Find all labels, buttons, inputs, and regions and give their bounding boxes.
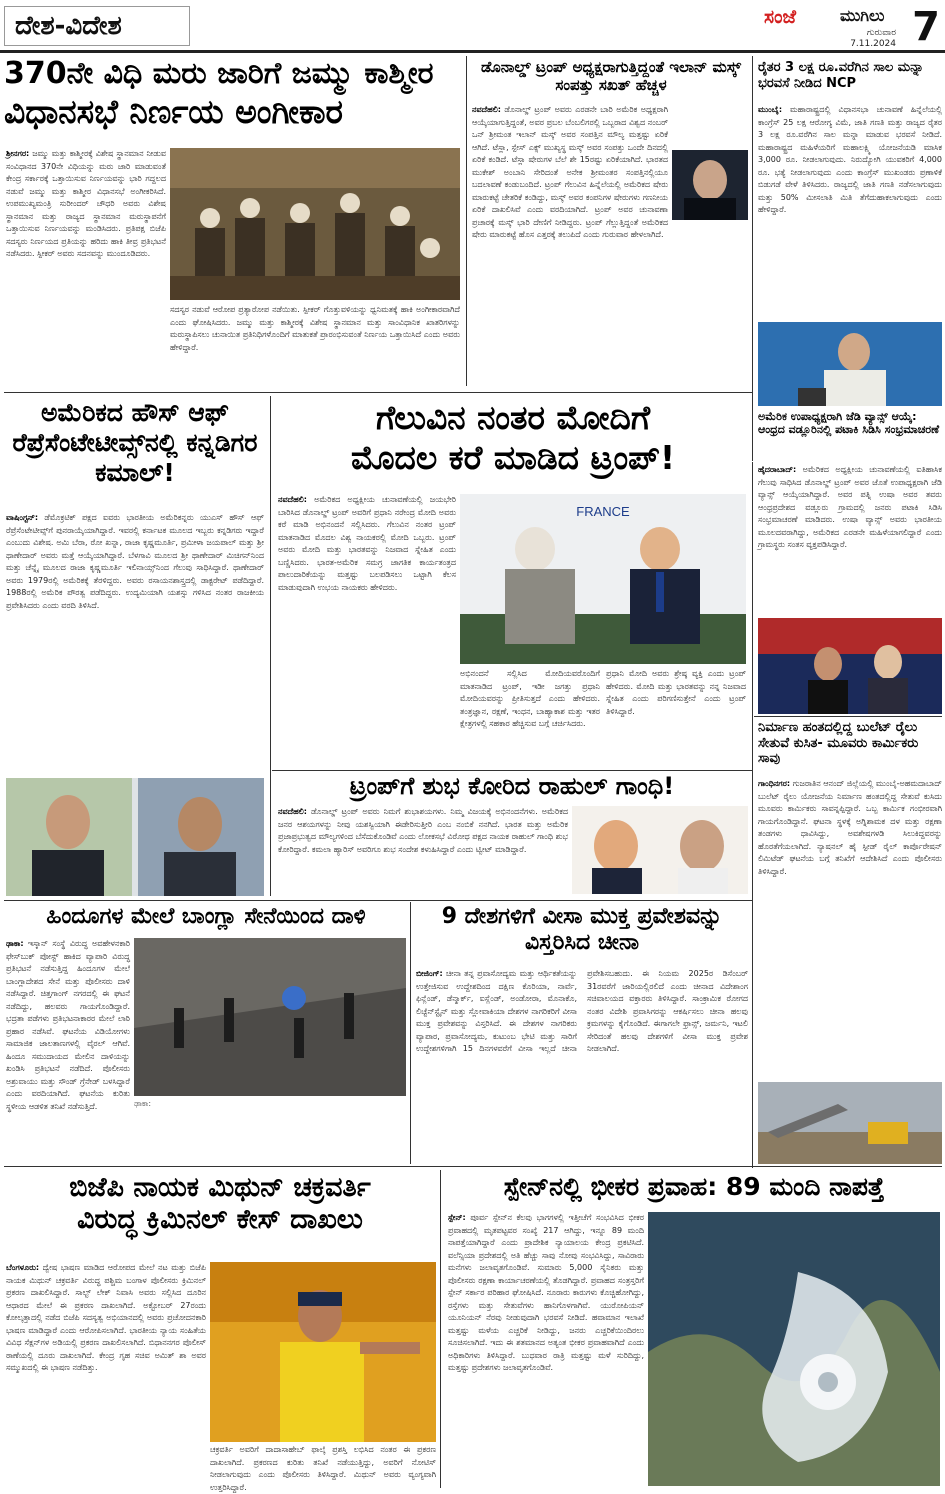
- china-body: ಬೀಜಿಂಗ್: ಚೀನಾ ತನ್ನ ಪ್ರವಾಸೋದ್ಯಮ ಮತ್ತು ಆರ್ಥಿಕತೆಯನ್ನು ಉತ್ತೇಜಿಸುವ ಉದ್ದೇಶದಿಂದ ದಕ್ಷಿಣ ಕೊರಿಯಾ, ನಾರ್ವೆ, ಫಿನ್ಲೆಂಡ್, ಡೆನ್ಮಾರ್ಕ್, ಐಸ್ಲೆಂಡ್, ಅಂಡೋರಾ, ಮೊನಾಕೊ, ಲಿಚ್ಟೆನ್‌ಸ್ಟೈನ್ ಮತ್ತು ಸ್ಲೋವಾಕಿಯಾ ದೇಶಗಳ ನಾಗರಿಕರಿಗೆ ವೀಸಾ ಮುಕ್ತ ಪ್ರವೇಶವನ್ನು ವಿಸ್ತರಿಸಿದೆ. ಈ ದೇಶಗಳ ನಾಗರಿಕರು ವ್ಯಾಪಾರ, ಪ್ರವಾಸೋದ್ಯಮ, ಕುಟುಂಬ ಭೇಟಿ ಮತ್ತು ಸಾರಿಗೆ ಉದ್ದೇಶಗಳಿಗಾಗಿ 15 ದಿನಗಳವರೆಗೆ ವೀಸಾ ಇಲ್ಲದೆ ಚೀನಾ ಪ್ರವೇಶಿಸಬಹುದು. ಈ ನಿಯಮ 2025ರ ಡಿಸೆಂಬರ್ 31ರವರೆಗೆ ಜಾರಿಯಲ್ಲಿರಲಿದೆ ಎಂದು ಚೀನಾದ ವಿದೇಶಾಂಗ ಸಚಿವಾಲಯದ ವಕ್ತಾರರು ತಿಳಿಸಿದ್ದಾರೆ. ಸಾಂಕ್ರಾಮಿಕ ರೋಗದ ನಂತರ ವಿದೇಶಿ ಪ್ರವಾಸಿಗರನ್ನು ಆಕರ್ಷಿಸಲು ಚೀನಾ ಹಲವು ಕ್ರಮಗಳನ್ನು ಕೈಗೊಂಡಿದೆ. ಈಗಾಗಲೇ ಫ್ರಾನ್ಸ್, ಜರ್ಮನಿ, ಇಟಲಿ ಸೇರಿದಂತೆ ಹಲವು ದೇಶಗಳಿಗೆ ವೀಸಾ ಮುಕ್ತ ಪ್ರವೇಶ ನೀಡಲಾಗಿದೆ.: [416, 969, 748, 1053]
- bangla-body-2: ಢಾಕಾ:: [134, 1099, 152, 1108]
- section-rule: [4, 1166, 942, 1167]
- mithun-body: ಬೆಂಗಳೂರು: ದ್ವೇಷ ಭಾಷಣ ಮಾಡಿದ ಆರೋಪದ ಮೇಲೆ ನಟ ಮತ್ತು ಬಿಜೆಪಿ ನಾಯಕ ಮಿಥುನ್ ಚಕ್ರವರ್ತಿ ವಿರುದ್ಧ ಪಶ್ಚಿಮ ಬಂಗಾಳ ಪೊಲೀಸರು ಕ್ರಿಮಿನಲ್ ಪ್ರಕರಣ ದಾಖಲಿಸಿದ್ದಾರೆ. ಸಾಲ್ಟ್ ಲೇಕ್ ನಿವಾಸಿ ಅವರು ಸಲ್ಲಿಸಿದ ದೂರಿನ ಆಧಾರದ ಮೇಲೆ ಈ ಪ್ರಕರಣ ದಾಖಲಾಗಿದೆ. ಅಕ್ಟೋಬರ್ 27ರಂದು ಕೋಲ್ಕತ್ತಾದಲ್ಲಿ ನಡೆದ ಬಿಜೆಪಿ ಸದಸ್ಯತ್ವ ಅಭಿಯಾನದಲ್ಲಿ ಅವರು ಪ್ರಚೋದನಕಾರಿ ಭಾಷಣ ಮಾಡಿದ್ದಾರೆ ಎಂದು ಆರೋಪಿಸಲಾಗಿದೆ. ಭಾರತೀಯ ನ್ಯಾಯ ಸಂಹಿತೆಯ ವಿವಿಧ ಸೆಕ್ಷನ್‌ಗಳ ಅಡಿಯಲ್ಲಿ ಪ್ರಕರಣ ದಾಖಲಿಸಲಾಗಿದೆ. ಬಿಧಾನನಗರ ಪೊಲೀಸ್ ಠಾಣೆಯಲ್ಲಿ ದೂರು ದಾಖಲಾಗಿದೆ. ಕೇಂದ್ರ ಗೃಹ ಸಚಿವ ಅಮಿತ್ ಶಾ ಅವರ ಸಮ್ಮುಖದಲ್ಲಿ ಈ ಭಾಷಣ ನಡೆದಿತ್ತು.: [6, 1263, 206, 1372]
- ncp-body: ಮುಂಬೈ: ಮಹಾರಾಷ್ಟ್ರದಲ್ಲಿ ವಿಧಾನಸಭಾ ಚುನಾವಣೆ ಹಿನ್ನೆಲೆಯಲ್ಲಿ ಕಾಂಗ್ರೆಸ್ 25 ಲಕ್ಷ ಆರೋಗ್ಯ ವಿಮೆ, ಜಾತಿ ಗಣತಿ ಮತ್ತು ರಾಜ್ಯದ ರೈತರ 3 ಲಕ್ಷ ರೂ.ವರೆಗಿನ ಸಾಲ ಮನ್ನಾ ಮಾಡುವ ಭರವಸೆ ನೀಡಿದೆ. ಮಹಾರಾಷ್ಟ್ರದ ಮಹಿಳೆಯರಿಗೆ ಮಹಾಲಕ್ಷ್ಮಿ ಯೋಜನೆಯಡಿ ಮಾಸಿಕ 3,000 ರೂ. ನೀಡಲಾಗುವುದು. ನಿರುದ್ಯೋಗಿ ಯುವಕರಿಗೆ 4,000 ರೂ. ಭತ್ಯೆ ನೀಡಲಾಗುವುದು ಎಂದು ಕಾಂಗ್ರೆಸ್ ಮುಖಂಡರು ಪ್ರಣಾಳಿಕೆ ಬಿಡುಗಡೆ ವೇಳೆ ತಿಳಿಸಿದರು. ರಾಜ್ಯದಲ್ಲಿ ಜಾತಿ ಗಣತಿ ನಡೆಸಲಾಗುವುದು ಮತ್ತು 50% ಮೀಸಲಾತಿ ಮಿತಿ ತೆಗೆದುಹಾಕಲಾಗುವುದು ಎಂದು ಹೇಳಿದ್ದಾರೆ.: [758, 105, 942, 214]
- spain-headline: ಸ್ಪೇನ್‌ನಲ್ಲಿ ಭೀಕರ ಪ್ರವಾಹ: 89 ಮಂದಿ ನಾಪತ್ತೆ: [503, 1172, 885, 1201]
- page-number: 7: [912, 4, 940, 50]
- bangla-body: ಢಾಕಾ: ಇಸ್ಕಾನ್ ಸಂಸ್ಥೆ ವಿರುದ್ಧ ಅವಹೇಳನಕಾರಿ ಫೇಸ್‌ಬುಕ್ ಪೋಸ್ಟ್ ಹಾಕಿದ ವ್ಯಾಪಾರಿ ವಿರುದ್ಧ ಪ್ರತಿಭಟನೆ ನಡೆಸುತ್ತಿದ್ದ ಹಿಂದೂಗಳ ಮೇಲೆ ಬಾಂಗ್ಲಾದೇಶದ ಸೇನೆ ಮತ್ತು ಪೊಲೀಸರು ದಾಳಿ ನಡೆಸಿದ್ದಾರೆ. ಚಿತ್ತಗಾಂಗ್ ನಗರದಲ್ಲಿ ಈ ಘಟನೆ ನಡೆದಿದ್ದು, ಹಲವರು ಗಾಯಗೊಂಡಿದ್ದಾರೆ. ಭದ್ರತಾ ಪಡೆಗಳು ಪ್ರತಿಭಟನಾಕಾರರ ಮೇಲೆ ಲಾಠಿ ಪ್ರಹಾರ ನಡೆಸಿವೆ. ಘಟನೆಯ ವಿಡಿಯೋಗಳು ಸಾಮಾಜಿಕ ಜಾಲತಾಣಗಳಲ್ಲಿ ವೈರಲ್ ಆಗಿವೆ. ಹಿಂದೂ ಸಮುದಾಯದ ಮೇಲಿನ ದಾಳಿಯನ್ನು ಖಂಡಿಸಿ ಪ್ರತಿಭಟನೆ ನಡೆದಿದೆ. ಪೊಲೀಸರು ಅಶ್ರುವಾಯು ಮತ್ತು ಸೌಂಡ್ ಗ್ರೆನೇಡ್ ಬಳಸಿದ್ದಾರೆ ಎಂದು ವರದಿಯಾಗಿದೆ. ಘಟನೆಯ ಕುರಿತು ಸ್ಥಳೀಯ ಆಡಳಿತ ತನಿಖೆ ನಡೆಸುತ್ತಿದೆ.: [6, 939, 130, 1111]
- brand-name-a: ಸಂಜೆ: [764, 6, 797, 28]
- modi-body-3: ಪ್ರಧಾನಿ ಮೋದಿ ಅವರು ಶ್ರೇಷ್ಠ ವ್ಯಕ್ತಿ ಎಂದು ಟ್ರಂಪ್ ಹೇಳಿದರು. ಮೋದಿ ಮತ್ತು ಭಾರತವನ್ನು ನನ್ನ ನಿಜವಾದ ಸ್ನೇಹಿತ ಎಂದು ಪರಿಗಣಿಸುತ್ತೇನೆ ಎಂದು ಟ್ರಂಪ್ ತಿಳಿಸಿದ್ದಾರೆ.: [606, 669, 746, 716]
- lawmakers-photo: [6, 778, 264, 896]
- jd-body: ಹೈದರಾಬಾದ್: ಅಮೆರಿಕದ ಅಧ್ಯಕ್ಷೀಯ ಚುನಾವಣೆಯಲ್ಲಿ ಐತಿಹಾಸಿಕ ಗೆಲುವು ಸಾಧಿಸಿದ ಡೊನಾಲ್ಡ್ ಟ್ರಂಪ್ ಅವರ ಜೊತೆ ಉಪಾಧ್ಯಕ್ಷರಾಗಿ ಜೆಡಿ ವ್ಯಾನ್ಸ್ ಆಯ್ಕೆಯಾಗಿದ್ದಾರೆ. ಅವರ ಪತ್ನಿ ಉಷಾ ಅವರ ತವರು ಆಂಧ್ರಪ್ರದೇಶದ ವಡ್ಲೂರು ಗ್ರಾಮದಲ್ಲಿ ಜನರು ಪಟಾಕಿ ಸಿಡಿಸಿ ಸಂಭ್ರಮಾಚರಣೆ ಮಾಡಿದರು. ಉಷಾ ವ್ಯಾನ್ಸ್ ಅವರು ಭಾರತೀಯ ಮೂಲದವರಾಗಿದ್ದು, ಅಮೆರಿಕದ ಎರಡನೇ ಮಹಿಳೆಯಾಗಲಿದ್ದಾರೆ ಎಂದು ಗ್ರಾಮಸ್ಥರು ಸಂತಸ ವ್ಯಕ್ತಪಡಿಸಿದ್ದಾರೆ.: [758, 465, 942, 549]
- photo-caption: FRANCE: [576, 504, 630, 519]
- column-rule: [410, 902, 411, 1164]
- musk-photo: [672, 150, 748, 220]
- house-headline: ಅಮೆರಿಕದ ಹೌಸ್ ಆಫ್ ರೆಪ್ರೆಸೆಂಟೇಟೀವ್ಸ್‌ನಲ್ಲಿ ಕನ್ನಡಿಗರ ಕಮಾಲ್!: [12, 398, 258, 487]
- masthead: [762, 4, 944, 50]
- jk-headline: 370ನೇ ವಿಧಿ ಮರು ಜಾರಿಗೆ ಜಮ್ಮು ಕಾಶ್ಮೀರ ವಿಧಾನಸಭೆ ನಿರ್ಣಯ ಅಂಗೀಕಾರ: [4, 56, 434, 131]
- section-label: ದೇಶ-ವಿದೇಶ: [4, 6, 190, 46]
- column-rule: [752, 56, 753, 461]
- rail-body: ಗಾಂಧಿನಗರ: ಗುಜರಾತಿನ ಆನಂದ್ ಜಿಲ್ಲೆಯಲ್ಲಿ ಮುಂಬೈ-ಅಹಮದಾಬಾದ್ ಬುಲೆಟ್ ರೈಲು ಯೋಜನೆಯ ನಿರ್ಮಾಣ ಹಂತದಲ್ಲಿದ್ದ ಸೇತುವೆ ಕುಸಿದು ಮೂವರು ಕಾರ್ಮಿಕರು ಸಾವನ್ನಪ್ಪಿದ್ದಾರೆ. ಒಬ್ಬ ಕಾರ್ಮಿಕ ಗಂಭೀರವಾಗಿ ಗಾಯಗೊಂಡಿದ್ದಾನೆ. ಘಟನಾ ಸ್ಥಳಕ್ಕೆ ಅಗ್ನಿಶಾಮಕ ದಳ ಮತ್ತು ರಕ್ಷಣಾ ತಂಡಗಳು ಧಾವಿಸಿದ್ದು, ಅವಶೇಷಗಳಡಿ ಸಿಲುಕಿದ್ದವರನ್ನು ಹೊರತೆಗೆಯಲಾಗಿದೆ. ನ್ಯಾಷನಲ್ ಹೈ ಸ್ಪೀಡ್ ರೈಲ್ ಕಾರ್ಪೊರೇಷನ್ ಲಿಮಿಟೆಡ್ ಘಟನೆಯ ಬಗ್ಗೆ ತನಿಖೆಗೆ ಆದೇಶಿಸಿದೆ ಎಂದು ಪೊಲೀಸರು ತಿಳಿಸಿದ್ದಾರೆ.: [758, 779, 943, 876]
- column-rule: [466, 56, 467, 386]
- rahul-headline: ಟ್ರಂಪ್‌ಗೆ ಶುಭ ಕೋರಿದ ರಾಹುಲ್ ಗಾಂಧಿ!: [349, 772, 675, 800]
- jk-assembly-photo: [170, 148, 460, 300]
- china-headline: 9 ದೇಶಗಳಿಗೆ ವೀಸಾ ಮುಕ್ತ ಪ್ರವೇಶವನ್ನು ವಿಸ್ತರಿಸಿದ ಚೀನಾ: [441, 904, 723, 956]
- bangla-headline: ಹಿಂದೂಗಳ ಮೇಲೆ ಬಾಂಗ್ಲಾ ಸೇನೆಯಿಂದ ದಾಳಿ: [46, 904, 366, 929]
- house-body: ವಾಷಿಂಗ್ಟನ್: ಡೆಮೊಕ್ರಟಿಕ್ ಪಕ್ಷದ ಐವರು ಭಾರತೀಯ ಅಮೆರಿಕನ್ನರು ಯುಎಸ್ ಹೌಸ್ ಆಫ್ ರೆಪ್ರೆಸೆಂಟೇಟೀವ್ಸ್‌ಗೆ ಪುನರಾಯ್ಕೆಯಾಗಿದ್ದಾರೆ. ಇವರಲ್ಲಿ ಕರ್ನಾಟಕ ಮೂಲದ ಇಬ್ಬರು ಕನ್ನಡಿಗರು ಇದ್ದಾರೆ ಎಂಬುದು ವಿಶೇಷ. ಅಮಿ ಬೆರಾ, ರೋ ಖನ್ನಾ, ರಾಜಾ ಕೃಷ್ಣಮೂರ್ತಿ, ಪ್ರಮೀಳಾ ಜಯಪಾಲ್ ಮತ್ತು ಶ್ರೀ ಥಾಣೇದಾರ್ ಅವರು ಮತ್ತೆ ಆಯ್ಕೆಯಾಗಿದ್ದಾರೆ. ಬೆಳಗಾವಿ ಮೂಲದ ಶ್ರೀ ಥಾಣೇದಾರ್ ಮಿಚಿಗನ್‌ನಿಂದ ಮತ್ತು ಚೆನ್ನೈ ಮೂಲದ ರಾಜಾ ಕೃಷ್ಣಮೂರ್ತಿ ಇಲಿನಾಯ್ಸ್‌ನಿಂದ ಗೆಲುವು ಸಾಧಿಸಿದ್ದಾರೆ. ಥಾಣೇದಾರ್ ಅವರು 1979ರಲ್ಲಿ ಅಮೆರಿಕಕ್ಕೆ ತೆರಳಿದ್ದರು. ಅವರು ರಸಾಯನಶಾಸ್ತ್ರದಲ್ಲಿ ಡಾಕ್ಟರೇಟ್ ಪಡೆದಿದ್ದಾರೆ. 1988ರಲ್ಲಿ ಅಮೆರಿಕ ಪೌರತ್ವ ಪಡೆದಿದ್ದರು. ಉದ್ಯಮಿಯಾಗಿ ಯಶಸ್ಸು ಗಳಿಸಿದ ನಂತರ ರಾಜಕೀಯ ಪ್ರವೇಶಿಸಿದರು ಎಂದು ವರದಿ ತಿಳಿಸಿದೆ.: [6, 513, 264, 610]
- jd-headline: ಅಮೆರಿಕ ಉಪಾಧ್ಯಕ್ಷರಾಗಿ ಜೆಡಿ ವ್ಯಾನ್ಸ್ ಆಯ್ಕೆ: ಆಂಧ್ರದ ವಡ್ಲೂರಿನಲ್ಲಿ ಪಟಾಕಿ ಸಿಡಿಸಿ ಸಂಭ್ರಮಾಚರಣೆ: [758, 410, 940, 437]
- section-rule: [272, 770, 752, 771]
- musk-headline: ಡೊನಾಲ್ಡ್ ಟ್ರಂಪ್ ಅಧ್ಯಕ್ಷರಾಗುತ್ತಿದ್ದಂತೆ ಇಲಾನ್ ಮಸ್ಕ್ ಸಂಪತ್ತು ಸಖತ್ ಹೆಚ್ಚಳ: [481, 58, 741, 94]
- musk-body: ನವದೆಹಲಿ: ಡೊನಾಲ್ಡ್ ಟ್ರಂಪ್ ಅವರು ಎರಡನೇ ಬಾರಿ ಅಮೆರಿಕ ಅಧ್ಯಕ್ಷರಾಗಿ ಆಯ್ಕೆಯಾಗುತ್ತಿದ್ದಂತೆ, ಅವರ ಪ್ರಬಲ ಬೆಂಬಲಿಗರಲ್ಲಿ ಒಬ್ಬರಾದ ವಿಶ್ವದ ನಂಬರ್ ಒನ್ ಶ್ರೀಮಂತ ಇಲಾನ್ ಮಸ್ಕ್ ಅವರ ಸಂಪತ್ತಿನ ಮೌಲ್ಯ ಮತ್ತಷ್ಟು ಏರಿಕೆ ಆಗಿದೆ. ಟೆಸ್ಲಾ, ಸ್ಪೇಸ್ ಎಕ್ಸ್ ಮುಖ್ಯಸ್ಥ ಮಸ್ಕ್ ಅವರ ಸಂಪತ್ತು ಒಂದೇ ದಿನದಲ್ಲಿ ಏರಿಕೆ ಕಂಡಿದೆ. ಟೆಸ್ಲಾ ಷೇರುಗಳ ಬೆಲೆ ಶೇ 15ರಷ್ಟು ಏರಿಕೆಯಾಗಿದೆ. ಭಾರತದ ಮುಕೇಶ್ ಅಂಬಾನಿ ಸೇರಿದಂತೆ ಅನೇಕ ಶ್ರೀಮಂತರ ಸಂಪತ್ತಿನಲ್ಲಿಯೂ ಬದಲಾವಣೆ ಕಂಡುಬಂದಿದೆ. ಟ್ರಂಪ್ ಗೆಲುವಿನ ಹಿನ್ನೆಲೆಯಲ್ಲಿ ಅಮೆರಿಕದ ಷೇರು ಮಾರುಕಟ್ಟೆ ಚೇತರಿಕೆ ಕಂಡಿದ್ದು, ಮಸ್ಕ್ ಅವರ ಕಂಪನಿಗಳ ಷೇರುಗಳು ಗಣನೀಯ ಏರಿಕೆ ದಾಖಲಿಸಿವೆ ಎಂದು ವರದಿಯಾಗಿದೆ. ಟ್ರಂಪ್ ಅವರ ಚುನಾವಣಾ ಪ್ರಚಾರಕ್ಕೆ ಮಸ್ಕ್ ಭಾರಿ ದೇಣಿಗೆ ನೀಡಿದ್ದರು. ಟ್ರಂಪ್ ಗೆಲ್ಲುತ್ತಿದ್ದಂತೆ ಅಮೆರಿಕದ ಷೇರು ಮಾರುಕಟ್ಟೆ ಹೊಸ ಎತ್ತರಕ್ಕೆ ತಲುಪಿದೆ ಎಂದು ಗುರುವಾರ ಹೇಳಲಾಗಿದೆ.: [472, 105, 669, 239]
- issue-date: ಗುರುವಾರ 7.11.2024: [850, 28, 896, 49]
- bridge-collapse-photo: [758, 1082, 942, 1164]
- column-rule: [270, 396, 271, 896]
- modi-trump-photo: [460, 494, 746, 664]
- jk-body-1: ಶ್ರೀನಗರ: ಜಮ್ಮು ಮತ್ತು ಕಾಶ್ಮೀರಕ್ಕೆ ವಿಶೇಷ ಸ್ಥಾನಮಾನ ನೀಡುವ ಸಂವಿಧಾನದ 370ನೇ ವಿಧಿಯನ್ನು ಮರು ಜಾರಿ ಮಾಡುವಂತೆ ಕೇಂದ್ರ ಸರ್ಕಾರಕ್ಕೆ ಒತ್ತಾಯಿಸುವ ನಿರ್ಣಯವನ್ನು ಭಾರಿ ಗದ್ದಲದ ನಡುವೆ ಜಮ್ಮು ಮತ್ತು ಕಾಶ್ಮೀರ ವಿಧಾನಸಭೆ ಅಂಗೀಕರಿಸಿದೆ. ಉಪಮುಖ್ಯಮಂತ್ರಿ ಸುರೀಂದರ್ ಚೌಧರಿ ಅವರು ವಿಶೇಷ ಸ್ಥಾನಮಾನ ಮತ್ತು ರಾಜ್ಯದ ಸ್ಥಾನಮಾನ ಮರುಸ್ಥಾಪನೆಗೆ ಒತ್ತಾಯಿಸುವ ನಿರ್ಣಯವನ್ನು ಮಂಡಿಸಿದರು. ಪ್ರತಿಪಕ್ಷ ಬಿಜೆಪಿ ಸದಸ್ಯರು ನಿರ್ಣಯದ ಪ್ರತಿಯನ್ನು ಹರಿದು ಹಾಕಿ ತೀವ್ರ ಪ್ರತಿಭಟನೆ ನಡೆಸಿದರು. ಸ್ಪೀಕರ್ ಅವರು ಸದನವನ್ನು ಮುಂದೂಡಿದರು.: [6, 149, 166, 258]
- modi-body-1: ನವದೆಹಲಿ: ಅಮೆರಿಕದ ಅಧ್ಯಕ್ಷೀಯ ಚುನಾವಣೆಯಲ್ಲಿ ಜಯಭೇರಿ ಬಾರಿಸಿದ ಡೊನಾಲ್ಡ್ ಟ್ರಂಪ್ ಅವರಿಗೆ ಪ್ರಧಾನಿ ನರೇಂದ್ರ ಮೋದಿ ಅವರು ಕರೆ ಮಾಡಿ ಅಭಿನಂದನೆ ಸಲ್ಲಿಸಿದರು. ಗೆಲುವಿನ ನಂತರ ಟ್ರಂಪ್ ಮಾತನಾಡಿದ ಮೊದಲ ವಿಶ್ವ ನಾಯಕರಲ್ಲಿ ಮೋದಿ ಒಬ್ಬರು. ಟ್ರಂಪ್ ಅವರು ಮೋದಿ ಮತ್ತು ಭಾರತವನ್ನು ನಿಜವಾದ ಸ್ನೇಹಿತ ಎಂದು ಬಣ್ಣಿಸಿದರು. ಭಾರತ-ಅಮೆರಿಕ ಸಮಗ್ರ ಜಾಗತಿಕ ಕಾರ್ಯತಂತ್ರದ ಪಾಲುದಾರಿಕೆಯನ್ನು ಮತ್ತಷ್ಟು ಬಲಪಡಿಸಲು ಒಟ್ಟಾಗಿ ಕೆಲಸ ಮಾಡುವುದಾಗಿ ಉಭಯ ನಾಯಕರು ಹೇಳಿದರು.: [278, 495, 456, 592]
- clash-photo: [134, 938, 406, 1096]
- jk-body-2: ಸದಸ್ಯರ ನಡುವೆ ಆರೋಪ ಪ್ರತ್ಯಾರೋಪ ನಡೆಯಿತು. ಸ್ಪೀಕರ್ ಗೊತ್ತುವಳಿಯನ್ನು ಧ್ವನಿಮತಕ್ಕೆ ಹಾಕಿ ಅಂಗೀಕಾರವಾಗಿದೆ ಎಂದು ಘೋಷಿಸಿದರು. ಜಮ್ಮು ಮತ್ತು ಕಾಶ್ಮೀರಕ್ಕೆ ವಿಶೇಷ ಸ್ಥಾನಮಾನ ಮತ್ತು ಸಾಂವಿಧಾನಿಕ ಖಾತರಿಗಳನ್ನು ಮರುಸ್ಥಾಪಿಸಲು ಚುನಾಯಿತ ಪ್ರತಿನಿಧಿಗಳೊಂದಿಗೆ ಮಾತುಕತೆ ಪ್ರಾರಂಭಿಸುವಂತೆ ನಿರ್ಣಯ ಒತ್ತಾಯಿಸಿದೆ ಎಂದು ಅವರು ಹೇಳಿದ್ದಾರೆ.: [170, 305, 460, 352]
- section-rule: [4, 392, 752, 393]
- rahul-body: ನವದೆಹಲಿ: ಡೊನಾಲ್ಡ್ ಟ್ರಂಪ್ ಅವರು ನಿಮಗೆ ಶುಭಾಶಯಗಳು. ನಿಮ್ಮ ವಿಜಯಕ್ಕೆ ಅಭಿನಂದನೆಗಳು. ಅಮೆರಿಕದ ಜನರ ಆಶಯಗಳನ್ನು ನೀವು ಯಶಸ್ವಿಯಾಗಿ ಈಡೇರಿಸುತ್ತೀರಿ ಎಂಬ ನಂಬಿಕೆ ನನಗಿದೆ. ಭಾರತ ಮತ್ತು ಅಮೆರಿಕ ಪ್ರಜಾಪ್ರಭುತ್ವದ ಮೌಲ್ಯಗಳಿಂದ ಬೆಸೆದುಕೊಂಡಿವೆ ಎಂದು ಲೋಕಸಭೆ ವಿರೋಧ ಪಕ್ಷದ ನಾಯಕ ರಾಹುಲ್ ಗಾಂಧಿ ಶುಭ ಕೋರಿದ್ದಾರೆ. ಕಮಲಾ ಹ್ಯಾರಿಸ್ ಅವರಿಗೂ ಶುಭ ಸಂದೇಶ ಕಳುಹಿಸಿದ್ದಾರೆ ಎಂದು ಟ್ವೀಟ್ ಮಾಡಿದ್ದಾರೆ.: [278, 807, 568, 854]
- modi-body-2: ಅಭಿನಂದನೆ ಸಲ್ಲಿಸಿದ ಮೋದಿಯವರೊಂದಿಗೆ ಮಾತನಾಡಿದ ಟ್ರಂಪ್, ಇಡೀ ಜಗತ್ತು ಪ್ರಧಾನಿ ಮೋದಿಯವರನ್ನು ಪ್ರೀತಿಸುತ್ತದೆ ಎಂದು ಹೇಳಿದರು. ತಂತ್ರಜ್ಞಾನ, ರಕ್ಷಣೆ, ಇಂಧನ, ಬಾಹ್ಯಾಕಾಶ ಮತ್ತು ಇತರ ಕ್ಷೇತ್ರಗಳಲ್ಲಿ ಸಹಕಾರ ಹೆಚ್ಚಿಸುವ ಬಗ್ಗೆ ಚರ್ಚಿಸಿದರು.: [460, 669, 600, 728]
- trump-rahul-photo: [572, 806, 748, 894]
- mithun-body-2: ಚಕ್ರವರ್ತಿ ಅವರಿಗೆ ದಾದಾಸಾಹೇಬ್ ಫಾಲ್ಕೆ ಪ್ರಶಸ್ತಿ ಲಭಿಸಿದ ನಂತರ ಈ ಪ್ರಕರಣ ದಾಖಲಾಗಿದೆ. ಪ್ರಕರಣದ ಕುರಿತು ತನಿಖೆ ನಡೆಯುತ್ತಿದ್ದು, ಅವರಿಗೆ ನೋಟಿಸ್ ನೀಡಲಾಗುವುದು ಎಂದು ಪೊಲೀಸರು ತಿಳಿಸಿದ್ದಾರೆ. ಮಿಥುನ್ ಅವರು ವ್ಯಂಗ್ಯವಾಗಿ ಉತ್ತರಿಸಿದ್ದಾರೆ.: [210, 1445, 436, 1492]
- spain-body: ಸ್ಪೇನ್: ಪೂರ್ವ ಸ್ಪೇನ್‌ನ ಕೆಲವು ಭಾಗಗಳಲ್ಲಿ ಇತ್ತೀಚೆಗೆ ಸಂಭವಿಸಿದ ಭೀಕರ ಪ್ರವಾಹದಲ್ಲಿ ಮೃತಪಟ್ಟವರ ಸಂಖ್ಯೆ 217 ಆಗಿದ್ದು, ಇನ್ನೂ 89 ಮಂದಿ ನಾಪತ್ತೆಯಾಗಿದ್ದಾರೆ ಎಂದು ಪ್ರಾದೇಶಿಕ ನ್ಯಾಯಾಲಯ ಕೇಂದ್ರ ಪ್ರಕಟಿಸಿದೆ. ವಲೆನ್ಸಿಯಾ ಪ್ರದೇಶದಲ್ಲಿ ಅತಿ ಹೆಚ್ಚು ಸಾವು ನೋವು ಸಂಭವಿಸಿದ್ದು, ಸಾವಿರಾರು ಮನೆಗಳು ಜಲಾವೃತಗೊಂಡಿವೆ. ಸುಮಾರು 5,000 ಸೈನಿಕರು ಮತ್ತು ಪೊಲೀಸರು ರಕ್ಷಣಾ ಕಾರ್ಯಾಚರಣೆಯಲ್ಲಿ ತೊಡಗಿದ್ದಾರೆ. ಪ್ರವಾಹದ ಸಂತ್ರಸ್ತರಿಗೆ ಸ್ಪೇನ್ ಸರ್ಕಾರ ಪರಿಹಾರ ಘೋಷಿಸಿದೆ. ನೂರಾರು ಕಾರುಗಳು ಕೊಚ್ಚಿಹೋಗಿದ್ದು, ರಸ್ತೆಗಳು ಮತ್ತು ಸೇತುವೆಗಳು ಹಾನಿಗೊಳಗಾಗಿವೆ. ಯುರೋಪಿಯನ್ ಯೂನಿಯನ್ ನೆರವು ನೀಡುವುದಾಗಿ ಭರವಸೆ ನೀಡಿದೆ. ಹವಾಮಾನ ಇಲಾಖೆ ಮತ್ತಷ್ಟು ಮಳೆಯ ಎಚ್ಚರಿಕೆ ನೀಡಿದ್ದು, ಜನರು ಎಚ್ಚರಿಕೆಯಿಂದಿರಲು ಸೂಚಿಸಲಾಗಿದೆ. ಇದು ಈ ಶತಮಾನದ ಅತ್ಯಂತ ಭೀಕರ ಪ್ರವಾಹವಾಗಿದೆ ಎಂದು ಅಧಿಕಾರಿಗಳು ತಿಳಿಸಿದ್ದಾರೆ. ಬುಧವಾರ ರಾತ್ರಿ ಮತ್ತಷ್ಟು ಮಳೆ ಸುರಿದಿದ್ದು, ಮತ್ತಷ್ಟು ಪ್ರದೇಶಗಳು ಜಲಾವೃತಗೊಂಡಿವೆ.: [448, 1213, 644, 1372]
- column-rule: [440, 1170, 441, 1488]
- section-rule: [4, 900, 752, 901]
- mithun-headline: ಬಿಜೆಪಿ ನಾಯಕ ಮಿಥುನ್ ಚಕ್ರವರ್ತಿ ವಿರುದ್ಧ ಕ್ರಿಮಿನಲ್ ಕೇಸ್ ದಾಖಲು: [69, 1172, 371, 1236]
- vance-photo: [758, 618, 942, 714]
- mithun-photo: [210, 1262, 436, 1442]
- rahul-podium-photo: [758, 322, 942, 406]
- column-rule: [752, 462, 753, 1168]
- modi-headline: ಗೆಲುವಿನ ನಂತರ ಮೋದಿಗೆ ಮೊದಲ ಕರೆ ಮಾಡಿದ ಟ್ರಂಪ್!: [350, 398, 675, 477]
- header-rule: [0, 50, 945, 53]
- ncp-headline: ರೈತರ 3 ಲಕ್ಷ ರೂ.ವರೆಗಿನ ಸಾಲ ಮನ್ನಾ ಭರವಸೆ ನೀಡಿದ NCP: [758, 60, 924, 91]
- section-rule: [754, 716, 942, 717]
- satellite-storm-photo: [648, 1212, 940, 1486]
- rail-headline: ನಿರ್ಮಾಣ ಹಂತದಲ್ಲಿದ್ದ ಬುಲೆಟ್ ರೈಲು ಸೇತುವೆ ಕುಸಿತ- ಮೂವರು ಕಾರ್ಮಿಕರು ಸಾವು: [758, 720, 919, 767]
- brand-name-b: ಮುಗಿಲು: [840, 6, 885, 25]
